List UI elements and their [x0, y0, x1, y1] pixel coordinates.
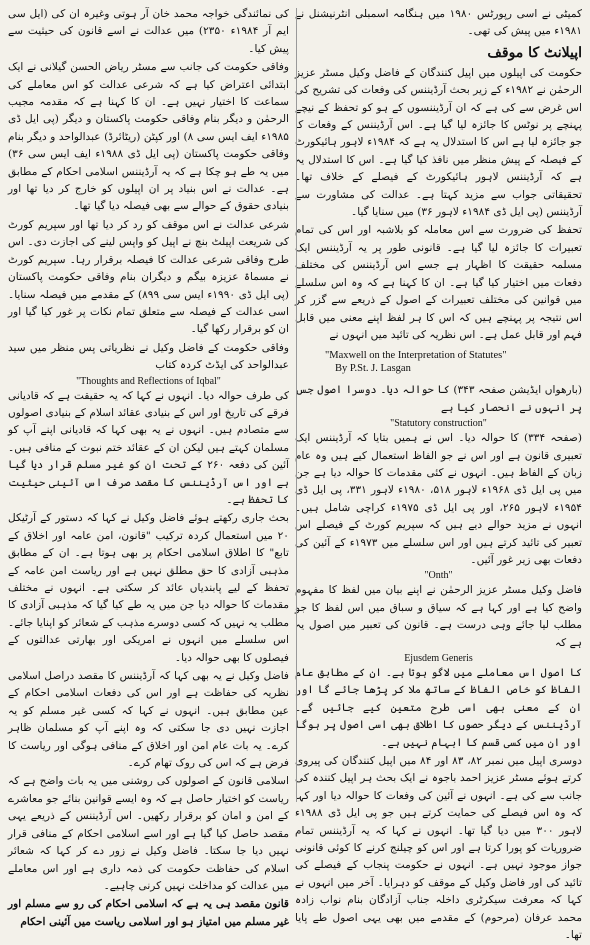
paragraph: شرعی عدالت نے اس موقف کو رد کر دیا تھا اور سپریم کورٹ کی شریعت اپیلٹ بنچ نے اپیل کو واپس لینے کی اجازت دی۔ اس طرح وفاقی شرعی عدالت کا فیصلہ برقرار رہا۔ سپریم کورٹ نے مسماۃ عزیزہ بیگم و دیگران بنام وفاقی حکومت پاکستان (پی ایل ڈی ۱۹۹۰ء ایس سی ۸۹۹) کے مقدمے میں فیصلہ سنایا۔ اسی عدالت کے فیصلہ سے متعلق تمام نکات پر غور کیا گیا اور ان کو برقرار رکھا گیا۔ — [8, 218, 289, 336]
inline-english-term: Ejusdem Generis — [404, 653, 473, 664]
closing-line: قانون مقصد ہی یہ ہے کہ اسلامی احکام کی رو سے مسلم اور غیر مسلم میں امتیاز ہو اور اسلامی ریاست میں آئینی احکام — [8, 898, 289, 928]
book-reference-title: "Maxwell on the Interpretation of Statutes" — [325, 350, 507, 362]
book-reference-author: By P.St. J. Lasgan — [335, 363, 411, 375]
paragraph: کی نمائندگی خواجہ محمد خان آر ہوتی وغیرہ ان کی (ایل سی ایم آر ۱۹۸۴ء ۲۳۵۰) میں عدالت نے اسے قانون کی حیثیت سے پیش کیا۔ — [8, 8, 289, 55]
book-title: "Thoughts and Reflections of Iqbal" — [76, 375, 221, 387]
paragraph: حکومت کی اپیلوں میں اپیل کنندگان کے فاضل وکیل مسٹر عزیز الرحمٰن نے ۱۹۸۲ء کے زیر بحث آرڈیننس کی وفعات کی تشریح کی اس غرض سے کی ہے کہ ان آرڈیننسوں کے ہو کو تحفظ کے نیچے پہنچے پر نوٹس کا جائزہ لیا گیا ہے۔ اس آرڈیننس کے وفعات کا جو جائزہ لیا ہے اس کا استدلال یہ ہے کہ ۱۹۸۴ء لاہور ہائیکورٹ کے فیصلہ کے پیش منظر میں نافذ کیا گیا ہے۔ اس کا استدلال یہ ہے کہ آرڈیننس لاہور ہائیکورٹ کے فیصلے کے خلاف تھا۔ تحقیقاتی جواب سے مزید کہتا ہے۔ عدالت کی مشاورت سے آرڈیننس (پی ایل ڈی ۱۹۸۴ء لاہور ۳۶) میں سنایا گیا۔ — [295, 66, 583, 219]
paragraph: وفاقی حکومت کی جانب سے مسٹر ریاض الحسن گیلانی نے ایک ابتدائی اعتراض کیا ہے کہ شرعی عدالت کو اس معاملے کی سماعت کا اختیار نہیں ہے۔ ان کا کہنا ہے کہ مقدمہ مجیب الرحمٰن و دیگر بنام وفاقی حکومت پاکستان و دیگر (پی ایل ڈی ۱۹۸۵ء ایف ایس سی ۸) اور کپٹن (ریٹائرڈ) عبدالواحد و دیگر بنام وفاقی حکومت پاکستان (پی ایل ڈی ۱۹۸۸ء ایف ایس سی ۳۶) میں یہ طے ہو چکا ہے کہ یہ آرڈیننس اسلامی احکام کے مطابق ہے۔ عدالت نے اس بنیاد پر ان اپیلوں کو خارج کر دیا تھا اور بنیادی حقوق کے حوالے سے بھی فیصلہ دیا گیا تھا۔ — [8, 61, 289, 213]
inline-english-term: "Statutory construction" — [390, 418, 487, 430]
paragraph: اسلامی قانون کے اصولوں کی روشنی میں یہ بات واضح ہے کہ ریاست کو اختیار حاصل ہے کہ وہ ایسے قوانین بنائے جو معاشرے کے امن و امان کو برقرار رکھیں۔ اس آرڈیننس کے ذریعے یہی مقصد حاصل کیا گیا ہے اور اسے اسلامی احکام کے منافی قرار نہیں دیا جا سکتا۔ فاضل وکیل نے زور دے کر کہا کہ شعائر اسلام کی حفاظت حکومت کی ذمہ داری ہے اور اس معاملے میں عدالت کو مداخلت نہیں کرنی چاہیے۔ — [8, 775, 289, 892]
paragraph: کی طرف حوالہ دیا۔ انہوں نے کہا کہ یہ حقیقت ہے کہ قادیانی فرقے کی تاریخ اور اس کے بنیادی عقائد اسلام کے بنیادی اصولوں سے متصادم ہیں۔ انہوں نے یہ بھی کہا کہ قادیانی اپنے آپ کو مسلمان کہتے ہیں لیکن ان کے عقائد ختم نبوت کے منافی ہیں۔ آئین کی دفعہ ۲۶۰ کے تحت ان کو غیر مسلم قرار دیا گیا ہے اور اس آرڈیننس کا مقصد صرف اس آئینی حیثیت کا تحفظ ہے۔ — [8, 389, 289, 506]
paragraph: تحفظ کی ضرورت سے اس معاملہ کو بلاشبہ اور اس کی تمام تعبیرات کا جائزہ لیا گیا ہے۔ قانونی طور پر یہ آرڈیننس ایک مسلمہ حقیقت کا اظہار ہے جسے اس آرڈیننس کی مختلف دفعات میں اختیار کیا گیا ہے۔ ان کا کہنا ہے کہ وہ اس سلسلے میں قوانین کی مختلف تعبیرات کے اصول کے ذریعے سے گزر کر اس نتیجہ پر پہنچے ہیں کہ اس کا ہر لفظ اپنے معنی میں قابل فہم اور قابل عمل ہے۔ اس نظریہ کی تائید میں انہوں نے — [295, 224, 582, 341]
paragraph: دوسری اپیل میں نمبر ۸۲، ۸۳ اور ۸۴ میں اپیل کنندگان کی پیروی کرتے ہوئے مسٹر عزیز احمد باجوہ نے ایک بحث ہر اپیل کنندہ کی جانب سے کی ہے۔ انہوں نے آئین کی وفعات کا حوالہ دیا اور کہا کہ وہ اس فیصلے کی حمایت کرتے ہیں جو پی ایل ڈی ۱۹۸۸ء لاہور ۳۰۰ میں دیا گیا تھا۔ انہوں نے کہا کہ یہ آرڈیننس تمام ضروریات کو پورا کرتا ہے اور اس کو چیلنج کرنے کا کوئی قانونی جواز موجود نہیں ہے۔ انہوں نے حکومت پنجاب کے فیصلے کی تائید کی اور فاضل وکیل کے موقف کو دہرایا۔ آخر میں انہوں نے کہا کہ معرفت سیکرٹری داخلہ جناب آزادگان بنام نواب زادہ محمد عرفان (مرحوم) کے مقدمے میں بھی یہی اصول طے پایا تھا۔ — [295, 755, 582, 942]
paragraph: فاضل وکیل نے یہ بھی کہا کہ آرڈیننس کا مقصد دراصل اسلامی نظریہ کی حفاظت ہے اور اس کی دفعات اسلامی احکام کے عین مطابق ہیں۔ انہوں نے کہا کہ کسی غیر مسلم کو یہ اجازت نہیں دی جا سکتی کہ وہ اپنے آپ کو مسلمان ظاہر کرے۔ یہ بات عام امن اور اخلاق کے منافی ہوگی اور ریاست کا فرض ہے کہ اس کی روک تھام کرے۔ — [8, 670, 289, 770]
paragraph: کا اصول اس معاملے میں لاگو ہوتا ہے۔ ان کے مطابق عام الفاظ کو خاص الفاظ کے ساتھ ملا کر پڑھا جائے گا اور ان کے معنی بھی اسی طرح متعین کیے جائیں گے۔ آرڈیننس کے دیگر حصوں کا اطلاق بھی اسی اصول پر ہوگا اور ان میں کسی قسم کا ابہام نہیں ہے۔ — [295, 667, 582, 749]
inline-english-term: "Onth" — [424, 570, 453, 582]
intro-line: کمیٹی نے اسی رپورٹس ۱۹۸۰ میں ہنگامہ اسمبلی انٹرنیشنل نے ۱۹۸۱ء میں پیش کی تھی۔ — [295, 8, 582, 38]
paragraph: بحث جاری رکھتے ہوئے فاضل وکیل نے کہا کہ دستور کے آرٹیکل ۲۰ میں استعمال کردہ ترکیب "قانون، امن عامہ اور اخلاق کے تابع" کا اطلاق اسلامی احکام پر بھی ہوتا ہے۔ ان کے مطابق مذہبی آزادی کا حق مطلق نہیں ہے اور ریاست امن عامہ کے تحفظ کے لیے پابندیاں عائد کر سکتی ہے۔ انہوں نے مختلف مقدمات کا حوالہ دیا جن میں یہ طے کیا گیا کہ مذہبی آزادی کا مطلب یہ نہیں کہ کسی دوسرے مذہب کے شعائر کو اپنایا جائے۔ اس سلسلے میں انہوں نے امریکی اور بھارتی عدالتوں کے فیصلوں کا بھی حوالہ دیا۔ — [8, 512, 289, 664]
paragraph: وفاقی حکومت کے فاضل وکیل نے نظریاتی پس منظر میں سید عبدالواحد کی ایڈٹ کردہ کتاب — [8, 341, 289, 372]
column-divider — [296, 8, 297, 802]
right-column — [295, 6, 583, 942]
left-column — [8, 6, 289, 928]
paragraph: (صفحہ ۳۳۴) کا حوالہ دیا۔ اس نے ہمیں بتایا کہ آرڈیننس ایک تعبیری قانون ہے اور اس نے جو الفاظ استعمال کیے ہیں وہ عام زبان کے الفاظ ہیں۔ انہوں نے کئی مقدمات کا حوالہ دیا ہے جن میں پی ایل ڈی ۱۹۶۸ء لاہور ۵۱۸، ۱۹۸۰ء لاہور ۳۳۱، پی ایل ڈی ۱۹۵۴ء لاہور ۲۶۵، اور پی ایل ڈی ۱۹۷۵ء کراچی شامل ہیں۔ انہوں نے مزید حوالے دیے ہیں کہ سپریم کورٹ کے فیصلے اس تعبیر کی تائید کرتے ہیں اور اس سلسلے میں ۱۹۷۳ء کے آئین کی دفعات بھی زیر غور آئیں۔ — [295, 432, 582, 566]
section-heading: اپیلانٹ کا موقف — [487, 44, 582, 61]
paragraph: فاضل وکیل مسٹر عزیز الرحمٰن نے اپنے بیان میں لفظ کا مفہوم واضح کیا ہے اور کہا ہے کہ سیاق و سباق میں اس لفظ کا جو مطلب لیا جائے وہی درست ہے۔ قانون کی تعبیر میں اصول یہ ہے کہ — [295, 584, 582, 649]
paragraph: (بارھواں ایڈیشن صفحہ ۳۴۳) کا حوالہ دیا۔ دوسرا اصول جس پر انہوں نے انحصار کیا ہے — [295, 384, 582, 414]
